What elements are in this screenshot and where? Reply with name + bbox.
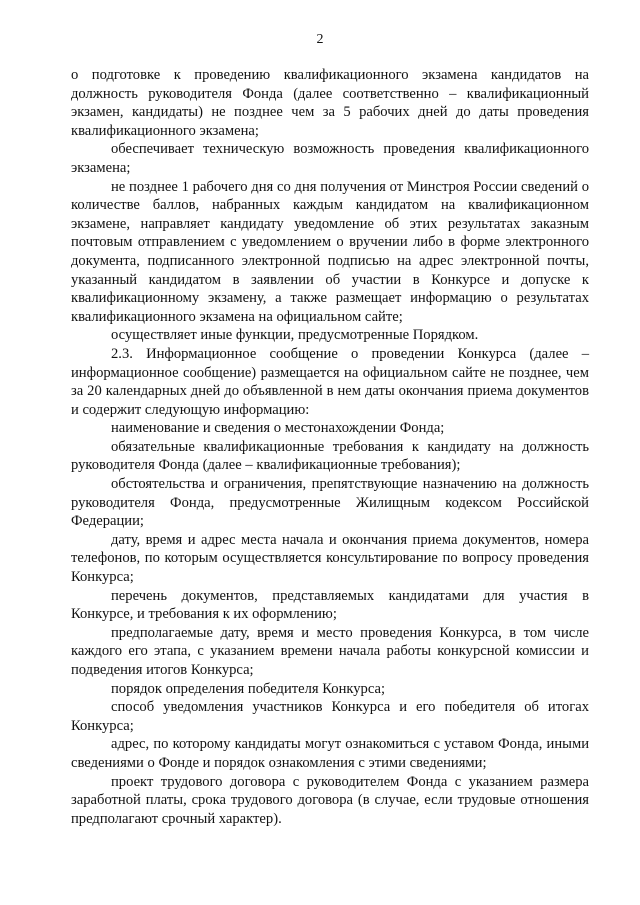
list-item-notification-method: способ уведомления участников Конкурса и его победителя об итогах Конкурса; <box>71 699 589 734</box>
document-body <box>71 66 589 828</box>
list-item-contest-schedule: предполагаемые дату, время и место проведения Конкурса, в том числе каждого его этапа, с указанием времени начала работы конкурсной комиссии и подведения итогов Конкурса; <box>71 624 589 678</box>
list-item-document-dates: дату, время и адрес места начала и окончания приема документов, номера телефонов, по которым осуществляется консультирование по вопросу проведения Конкурса; <box>71 531 589 586</box>
paragraph-exam-notice: о подготовке к проведению квалификационного экзамена кандидатов на должность руководителя Фонда (далее соответственно – квалификационный экзамен, кандидаты) не позднее чем за 5 рабочих дней до даты проведения квалификационного экзамена; <box>71 67 589 139</box>
paragraph-section-2-3: 2.3. Информационное сообщение о проведении Конкурса (далее – информационное сообщение) размещается на официальном сайте не позднее, чем за 20 календарных дней до объявленной в нем даты окончания приема документов и содержит следующую информацию: <box>71 345 589 418</box>
list-item-winner-procedure: порядок определения победителя Конкурса; <box>111 680 386 697</box>
list-item-document-list: перечень документов, представляемых кандидатами для участия в Конкурсе, и требования к их оформлению; <box>71 587 589 623</box>
page-number: 2 <box>316 32 324 47</box>
list-item-charter-address: адрес, по которому кандидаты могут ознакомиться с уставом Фонда, иными сведениями о Фонде и порядок ознакомления с этими сведениями; <box>71 736 589 771</box>
paragraph-technical-support: обеспечивает техническую возможность проведения квалификационного экзамена; <box>71 141 589 176</box>
list-item-fund-name: наименование и сведения о местонахождении Фонда; <box>111 420 445 437</box>
list-item-restrictions: обстоятельства и ограничения, препятствующие назначению на должность руководителя Фонда, предусмотренные Жилищным кодексом Российской Федерации; <box>71 476 589 530</box>
list-item-qualification-requirements: обязательные квалификационные требования к кандидату на должность руководителя Фонда (далее – квалификационные требования); <box>71 438 589 474</box>
paragraph-results-notification: не позднее 1 рабочего дня со дня получения от Минстроя России сведений о количестве баллов, набранных каждым кандидатом на квалификационном экзамене, направляет кандидату уведомление об этих результатах заказным почтовым отправлением с уведомлением о вручении либо в форме электронного документа, подписанного электронной подписью на адрес электронной почты, указанный кандидатом в заявлении об участии в Конкурсе и допуске к квалификационному экзамену, а также размещает информацию о результатах квалификационного экзамена на официальном сайте; <box>71 178 589 325</box>
list-item-labor-contract: проект трудового договора с руководителем Фонда с указанием размера заработной платы, срока трудового договора (в случае, если трудовые отношения предполагают срочный характер). <box>71 773 589 827</box>
paragraph-other-functions: осуществляет иные функции, предусмотренные Порядком. <box>111 327 479 344</box>
